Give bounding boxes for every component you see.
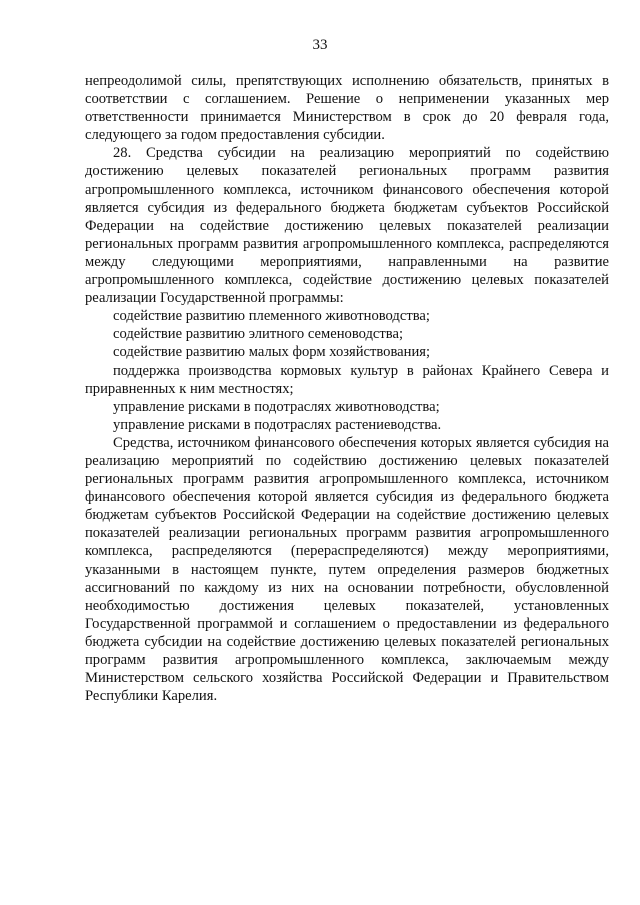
- document-body: [85, 72, 609, 705]
- paragraph-continuation: непреодолимой силы, препятствующих исполнению обязательств, принятых в соответствии с соглашением. Решение о неприменении указанных мер ответственности принимается Министерством в срок до 20 февраля года, следующего за годом предоставления субсидии.: [85, 73, 609, 144]
- list-item: поддержка производства кормовых культур в районах Крайнего Севера и приравненных к ним местностях;: [85, 362, 609, 397]
- page-number: 33: [312, 37, 328, 53]
- list-item: управление рисками в подотраслях животноводства;: [113, 398, 440, 415]
- list-item: содействие развитию элитного семеноводства;: [113, 326, 404, 343]
- list-item: содействие развитию малых форм хозяйствования;: [113, 344, 431, 361]
- paragraph-item-28: 28. Средства субсидии на реализацию мероприятий по содействию достижению целевых показателей региональных программ развития агропромышленного комплекса, источником финансового обеспечения которой является субсидия из федерального бюджета бюджетам субъектов Российской Федерации на содействие достижению целевых показателей реализации региональных программ развития агропромышленного комплекса, распределяются между следующими мероприятиями, направленными на развитие агропромышленного комплекса, содействие достижению целевых показателей реализации Государственной программы:: [85, 145, 609, 307]
- list-item: управление рисками в подотраслях растениеводства.: [113, 416, 442, 433]
- paragraph-funds-distribution: Средства, источником финансового обеспечения которых является субсидия на реализацию мероприятий по содействию достижению целевых показателей региональных программ развития агропромышленного комплекса, источником финансового обеспечения которой является субсидия из федерального бюджета бюджетам субъектов Российской Федерации на содействие достижению целевых показателей реализации региональных программ развития агропромышленного комплекса, распределяются (перераспределяются) между мероприятиями, указанными в настоящем пункте, путем определения размеров бюджетных ассигнований по каждому из них на основании потребности, обусловленной необходимостью достижения целевых показателей, установленных Государственной программой и соглашением о предоставлении из федерального бюджета субсидии на содействие достижению целевых показателей региональных программ развития агропромышленного комплекса, заключаемым между Министерством сельского хозяйства Российской Федерации и Правительством Республики Карелия.: [85, 434, 609, 705]
- list-item: содействие развитию племенного животноводства;: [113, 308, 430, 325]
